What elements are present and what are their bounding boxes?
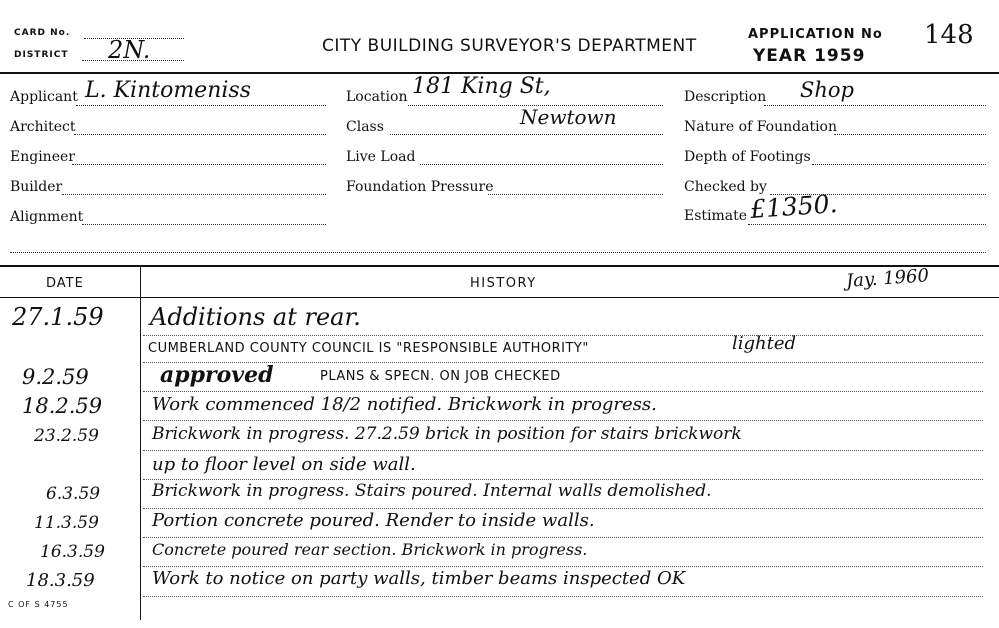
row-text: up to floor level on side wall. bbox=[152, 454, 416, 475]
location-value-2: Newtown bbox=[520, 105, 617, 129]
history-line bbox=[143, 566, 983, 567]
row-date: 18.3.59 bbox=[26, 570, 95, 591]
history-top-rule bbox=[0, 265, 999, 267]
date-column-divider bbox=[140, 265, 141, 620]
row-text: Additions at rear. bbox=[150, 303, 361, 331]
live-load-line bbox=[420, 164, 663, 165]
history-line bbox=[143, 335, 983, 336]
applicant-label: Applicant bbox=[10, 89, 78, 105]
alignment-label: Alignment bbox=[10, 209, 84, 225]
description-value: Shop bbox=[800, 78, 854, 102]
class-label: Class bbox=[346, 119, 384, 135]
history-line bbox=[143, 596, 983, 597]
builder-label: Builder bbox=[10, 179, 63, 195]
estimate-value: £1350. bbox=[749, 188, 839, 225]
builder-line bbox=[62, 194, 326, 195]
history-header-rule bbox=[0, 297, 999, 298]
corner-note: Jay. 1960 bbox=[845, 265, 930, 292]
foundation-pressure-label: Foundation Pressure bbox=[346, 179, 494, 195]
year-label: YEAR 1959 bbox=[753, 46, 866, 66]
description-label: Description bbox=[684, 89, 767, 105]
estimate-label: Estimate bbox=[684, 208, 748, 224]
row-text: Portion concrete poured. Render to inside walls. bbox=[152, 510, 595, 531]
checked-by-label: Checked by bbox=[684, 179, 767, 195]
row-date: 23.2.59 bbox=[34, 426, 99, 446]
history-header: HISTORY bbox=[470, 276, 537, 291]
history-line bbox=[143, 479, 983, 480]
foundation-pressure-line bbox=[488, 194, 663, 195]
row-date: 9.2.59 bbox=[22, 365, 89, 389]
nature-foundation-label: Nature of Foundation bbox=[684, 119, 837, 135]
application-number: 148 bbox=[924, 20, 974, 50]
live-load-label: Live Load bbox=[346, 149, 416, 165]
row-date: 18.2.59 bbox=[22, 394, 103, 418]
history-line bbox=[143, 508, 983, 509]
row-stamp: PLANS & SPECN. ON JOB CHECKED bbox=[320, 369, 561, 384]
class-line bbox=[390, 134, 663, 135]
engineer-line bbox=[72, 164, 326, 165]
history-line bbox=[143, 450, 983, 451]
applicant-value: L. Kintomeniss bbox=[85, 78, 251, 103]
district-label: DISTRICT bbox=[14, 50, 69, 60]
row-date: 16.3.59 bbox=[40, 542, 105, 562]
application-label: APPLICATION No bbox=[748, 27, 883, 42]
row-date: 11.3.59 bbox=[34, 513, 99, 533]
architect-label: Architect bbox=[10, 119, 76, 135]
row-date: 27.1.59 bbox=[12, 303, 104, 331]
row-date: 6.3.59 bbox=[46, 484, 101, 504]
card-no-label: CARD No. bbox=[14, 28, 71, 38]
estimate-line bbox=[748, 224, 986, 225]
location-value: 181 King St, bbox=[412, 74, 551, 99]
engineer-label: Engineer bbox=[10, 149, 75, 165]
location-label: Location bbox=[346, 89, 408, 105]
row-text: Brickwork in progress. 27.2.59 brick in position for stairs brickwork bbox=[152, 424, 742, 444]
alignment-line bbox=[82, 224, 326, 225]
row-text: Work commenced 18/2 notified. Brickwork in progress. bbox=[152, 394, 657, 415]
row-text: Brickwork in progress. Stairs poured. Internal walls demolished. bbox=[152, 481, 712, 501]
department-title: CITY BUILDING SURVEYOR'S DEPARTMENT bbox=[322, 36, 697, 56]
history-line bbox=[143, 537, 983, 538]
architect-line bbox=[74, 134, 326, 135]
applicant-line bbox=[76, 105, 326, 106]
row-stamp: CUMBERLAND COUNTY COUNCIL IS "RESPONSIBLE AUTHORITY" bbox=[148, 341, 589, 356]
history-line bbox=[143, 391, 983, 392]
depth-footings-label: Depth of Footings bbox=[684, 149, 811, 165]
row-text: Concrete poured rear section. Brickwork in progress. bbox=[152, 540, 588, 559]
fields-blank-line bbox=[10, 252, 986, 253]
date-header: DATE bbox=[46, 276, 84, 291]
history-line bbox=[143, 420, 983, 421]
nature-foundation-line bbox=[834, 134, 986, 135]
district-value: 2N. bbox=[108, 36, 151, 64]
depth-footings-line bbox=[812, 164, 986, 165]
row-text: Work to notice on party walls, timber beams inspected OK bbox=[152, 568, 686, 589]
row-text: approved bbox=[160, 362, 274, 388]
description-line bbox=[764, 105, 986, 106]
row-text: lighted bbox=[732, 333, 797, 354]
form-code: C OF S 4755 bbox=[8, 600, 69, 609]
